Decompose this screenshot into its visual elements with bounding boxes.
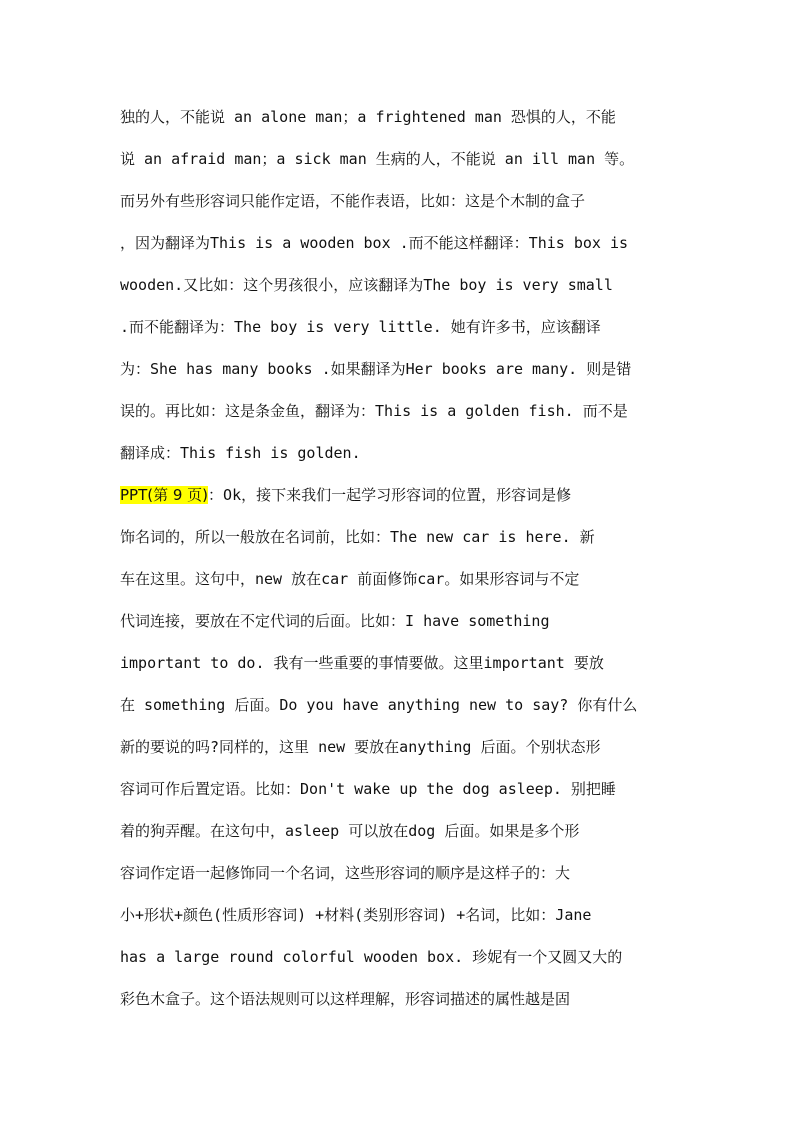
ppt-page-highlight: PPT(第 9 页): [120, 486, 209, 504]
text-line: 车在这里。这句中，new 放在car 前面修饰car。如果形容词与不定: [120, 570, 580, 588]
text-line: 而另外有些形容词只能作定语，不能作表语，比如：这是个木制的盒子: [120, 192, 586, 210]
text-line: important to do. 我有一些重要的事情要做。这里important 要放: [120, 654, 604, 672]
text-line-rest: ：Ok，接下来我们一起学习形容词的位置，形容词是修: [208, 486, 572, 504]
document-body: [120, 96, 680, 1020]
text-line: wooden.又比如：这个男孩很小，应该翻译为The boy is very small: [120, 276, 613, 294]
text-line: .而不能翻译为：The boy is very little. 她有许多书，应该翻译: [120, 318, 601, 336]
text-line: 容词作定语一起修饰同一个名词，这些形容词的顺序是这样子的：大: [120, 864, 571, 882]
text-line: 为：She has many books .如果翻译为Her books are many. 则是错: [120, 360, 632, 378]
text-line: 翻译成：This fish is golden.: [120, 444, 361, 462]
text-line: 着的狗弄醒。在这句中，asleep 可以放在dog 后面。如果是多个形: [120, 822, 580, 840]
text-line: 代词连接，要放在不定代词的后面。比如：I have something: [120, 612, 550, 630]
text-line: 误的。再比如：这是条金鱼，翻译为：This is a golden fish. 而不是: [120, 402, 628, 420]
text-line: 容词可作后置定语。比如：Don't wake up the dog asleep. 别把睡: [120, 780, 616, 798]
text-line: 彩色木盒子。这个语法规则可以这样理解，形容词描述的属性越是固: [120, 990, 571, 1008]
ppt-page-line: [120, 474, 680, 516]
text-line: 新的要说的吗?同样的，这里 new 要放在anything 后面。个别状态形: [120, 738, 601, 756]
text-line: 说 an afraid man；a sick man 生病的人，不能说 an ill man 等。: [120, 150, 635, 168]
text-line: ，因为翻译为This is a wooden box .而不能这样翻译：This box is: [120, 234, 629, 252]
text-line: 在 something 后面。Do you have anything new to say? 你有什么: [120, 696, 638, 714]
text-line: 饰名词的，所以一般放在名词前，比如：The new car is here. 新: [120, 528, 595, 546]
text-line: 独的人，不能说 an alone man；a frightened man 恐惧的人，不能: [120, 108, 616, 126]
text-line: 小+形状+颜色(性质形容词) +材料(类别形容词) +名词，比如：Jane: [120, 906, 592, 924]
text-line: has a large round colorful wooden box. 珍妮有一个又圆又大的: [120, 948, 623, 966]
